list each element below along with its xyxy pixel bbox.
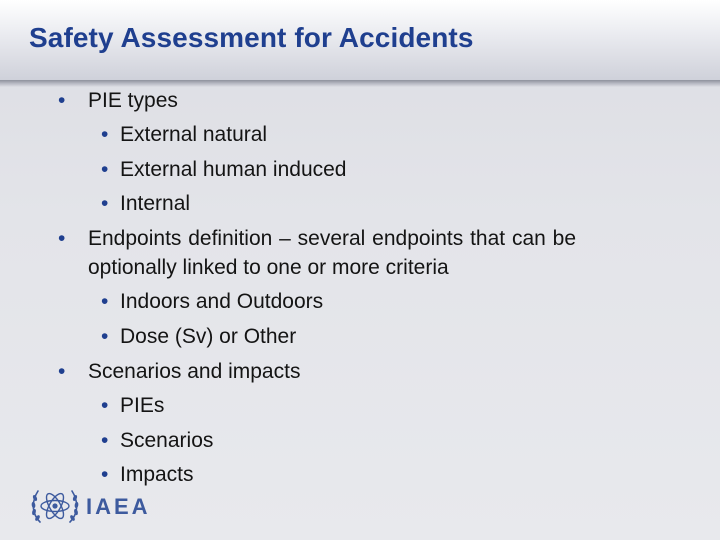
bullet-dot-icon: • bbox=[58, 89, 66, 112]
bullet-dot-icon: • bbox=[101, 290, 109, 313]
bullet-internal: Internal bbox=[120, 192, 191, 215]
iaea-logo bbox=[28, 482, 158, 530]
bullet-dot-icon: • bbox=[101, 158, 109, 181]
bullet-dot-icon: • bbox=[101, 394, 109, 417]
slide-title: Safety Assessment for Accidents bbox=[29, 22, 474, 53]
bullet-dose-or-other: Dose (Sv) or Other bbox=[120, 325, 297, 348]
bullet-dot-icon: • bbox=[58, 360, 66, 383]
bullet-dot-icon: • bbox=[101, 192, 109, 215]
bullet-pies: PIEs bbox=[120, 394, 165, 417]
bullet-pie-types: PIE types bbox=[88, 89, 178, 112]
bullet-impacts: Impacts bbox=[120, 463, 194, 486]
bullet-scenarios-and-impacts: Scenarios and impacts bbox=[88, 360, 301, 383]
iaea-emblem-icon bbox=[28, 482, 82, 530]
bullet-dot-icon: • bbox=[101, 429, 109, 452]
bullet-dot-icon: • bbox=[101, 463, 109, 486]
bullet-scenarios: Scenarios bbox=[120, 429, 214, 452]
bullet-dot-icon: • bbox=[101, 325, 109, 348]
bullet-dot-icon: • bbox=[101, 123, 109, 146]
bullet-indoors-outdoors: Indoors and Outdoors bbox=[120, 290, 324, 313]
bullet-endpoints-definition-cont: optionally linked to one or more criteria bbox=[88, 256, 449, 279]
iaea-logo-text: IAEA bbox=[86, 494, 151, 519]
bullet-endpoints-definition: Endpoints definition – several endpoints that can be bbox=[88, 227, 577, 250]
bullet-external-human-induced: External human induced bbox=[120, 158, 347, 181]
bullet-dot-icon: • bbox=[58, 227, 66, 250]
bullet-external-natural: External natural bbox=[120, 123, 268, 146]
